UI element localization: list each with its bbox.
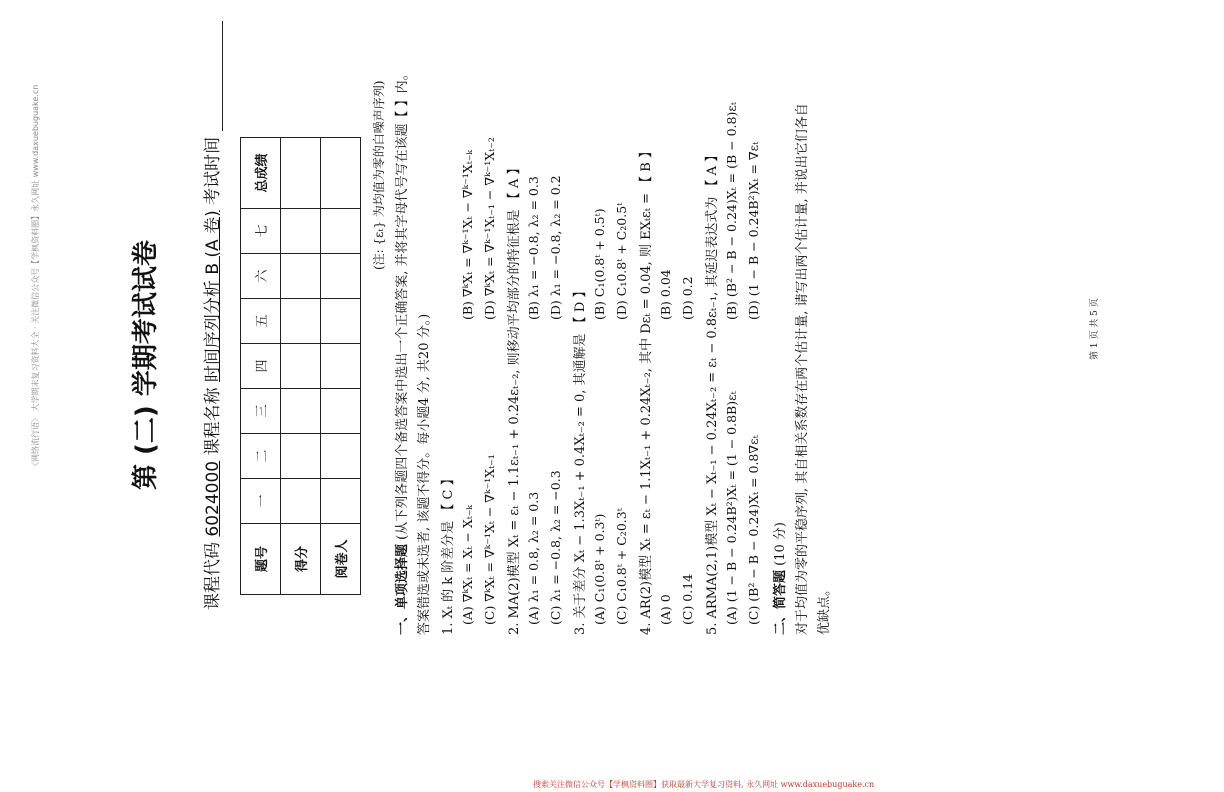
score-cell — [321, 434, 361, 479]
course-name-label: 课程名称 — [203, 387, 223, 456]
score-row-grader — [321, 138, 361, 595]
question-3-stem: 3. 关于差分 Xₜ − 1.3Xₜ₋₁ + 0.4Xₜ₋₂ = 0, 其通解是 【 D 】 — [573, 284, 588, 635]
score-cell — [321, 299, 361, 344]
score-row-number — [241, 138, 281, 595]
question-3-option-c: (C) C₁0.8ᵗ + C₂0.3ᵗ — [614, 508, 629, 625]
question-5-option-a: (A) (1 − B − 0.24B²)Xₜ = (1 − 0.8B)εₜ — [724, 391, 739, 625]
score-row-points — [281, 138, 321, 595]
question-3-option-a: (A) C₁(0.8ᵗ + 0.3ᵗ) — [592, 513, 607, 625]
section1-intro — [392, 55, 436, 635]
course-line — [198, 21, 223, 610]
exam-sheet — [70, 50, 1070, 650]
score-cell — [281, 299, 321, 344]
question-4-option-c: (C) 0.14 — [680, 573, 695, 625]
exam-time-blank — [208, 21, 223, 131]
score-cell — [321, 138, 361, 209]
score-table — [240, 137, 361, 595]
score-cell — [281, 434, 321, 479]
question-1-stem: 1. Xₜ 的 k 阶差分是 【 C 】 — [441, 472, 456, 635]
course-code-label: 课程代码 — [203, 542, 223, 610]
score-row-label: 阅卷人 — [321, 524, 361, 595]
question-3-option-b: (B) C₁(0.8ᵗ + 0.5ᵗ) — [592, 208, 607, 320]
question-5-option-c: (C) (B² − B − 0.24)Xₜ = 0.8∇εₜ — [746, 435, 761, 625]
question-4-option-a: (A) 0 — [658, 594, 673, 625]
question-1-option-b: (B) ∇ᵏXₜ = ∇ᵏ⁻¹Xₜ − ∇ᵏ⁻¹Xₜ₋ₖ — [460, 150, 475, 320]
question-2-option-a: (A) λ₁ = 0.8, λ₂ = 0.3 — [526, 491, 541, 625]
question-5-option-b: (B) (B² − B − 0.24)Xₜ = (B − 0.8)εₜ — [724, 102, 739, 320]
question-3-option-d: (D) C₁0.8ᵗ + C₂0.5ᵗ — [614, 202, 629, 320]
question-4-stem: 4. AR(2)模型 Xₜ = εₜ − 1.1Xₜ₋₁ + 0.24Xₜ₋₂, 其中 Dεₜ = 0.04, 则 EXₜεₜ = 【 B 】 — [639, 145, 654, 635]
score-cell — [321, 389, 361, 434]
question-5-stem: 5. ARMA(2,1)模型 Xₜ − Xₜ₋₁ − 0.24Xₜ₋₂ = εₜ − 0.8εₜ₋₁, 其延迟表达式为 【 A 】 — [705, 148, 720, 635]
course-name: 时间序列分析 B (A 卷) — [203, 210, 223, 383]
question-4-option-d: (D) 0.2 — [680, 276, 695, 320]
score-cell — [281, 479, 321, 524]
score-cell — [281, 254, 321, 299]
question-5-option-d: (D) (1 − B − 0.24B²)Xₜ = ∇εₜ — [746, 141, 761, 320]
question-4-option-b: (B) 0.04 — [658, 269, 673, 320]
question-1-option-c: (C) ∇ᵏXₜ = ∇ᵏ⁻¹Xₜ − ∇ᵏ⁻¹Xₜ₋₁ — [482, 454, 497, 625]
exam-time-label: 考试时间 — [203, 136, 223, 205]
question-1-option-a: (A) ∇ᵏXₜ = Xₜ − Xₜ₋ₖ — [460, 505, 475, 625]
score-col: 五 — [241, 299, 281, 344]
score-cell — [281, 138, 321, 209]
score-cell — [321, 254, 361, 299]
score-col: 七 — [241, 209, 281, 254]
score-row-label: 题号 — [241, 524, 281, 595]
score-cell — [321, 344, 361, 389]
score-col: 一 — [241, 479, 281, 524]
score-cell — [281, 389, 321, 434]
question-2-stem: 2. MA(2)模型 Xₜ = εₜ − 1.1εₜ₋₁ + 0.24εₜ₋₂, 则移动平均部分的特征根是 【 A 】 — [507, 161, 522, 635]
section2-text-line1: 对于均值为零的平稳序列, 其自相关系数存在两个估计量, 请写出两个估计量, 并说出它们各自 — [795, 103, 810, 635]
score-row-label: 得分 — [281, 524, 321, 595]
section1-instructions: (从下列各题四个备选答案中选出一个正确答案, 并将其字母代号写在该题【 】内。答案错选或未选者, 该题不得分。每小题4 分, 共20 分。) — [395, 67, 432, 635]
question-1-option-d: (D) ∇ᵏXₜ = ∇ᵏ⁻¹Xₜ₋₁ − ∇ᵏ⁻¹Xₜ₋₂ — [482, 137, 497, 320]
score-col: 六 — [241, 254, 281, 299]
score-col-total: 总成绩 — [241, 138, 281, 209]
note-white-noise: (注: {εₜ} 为均值为零的白噪声序列) — [372, 80, 386, 270]
score-cell — [321, 479, 361, 524]
score-col: 三 — [241, 389, 281, 434]
side-watermark-note: 《网络流行语》 大学期末复习资料大全 · 关注微信公众号【学枫资料圈】永久网址 www.daxuebuguake.cn — [31, 84, 40, 470]
section1-heading: 一、单项选择题 — [395, 543, 410, 635]
section2-points: (10 分) — [773, 522, 788, 566]
promo-footer: 搜索关注微信公众号【学枫资料圈】获取最新大学复习资料, 永久网址 www.daxuebuguake.cn — [533, 780, 875, 789]
question-2-option-b: (B) λ₁ = −0.8, λ₂ = 0.3 — [526, 176, 541, 320]
course-code: 6024000 — [203, 460, 223, 537]
score-cell — [281, 209, 321, 254]
section2-heading: 二、简答题 — [773, 569, 788, 635]
score-cell — [321, 209, 361, 254]
score-col: 二 — [241, 434, 281, 479]
exam-title: 第 (二) 学期考试试卷 — [131, 240, 161, 490]
section2-heading-line — [770, 522, 792, 635]
section2-text-line2: 优缺点。 — [817, 582, 832, 635]
page-number: 第 1 页 共 5 页 — [1090, 298, 1100, 360]
score-col: 四 — [241, 344, 281, 389]
score-cell — [281, 344, 321, 389]
question-2-option-d: (D) λ₁ = −0.8, λ₂ = 0.2 — [548, 175, 563, 320]
question-2-option-c: (C) λ₁ = −0.8, λ₂ = −0.3 — [548, 470, 563, 625]
